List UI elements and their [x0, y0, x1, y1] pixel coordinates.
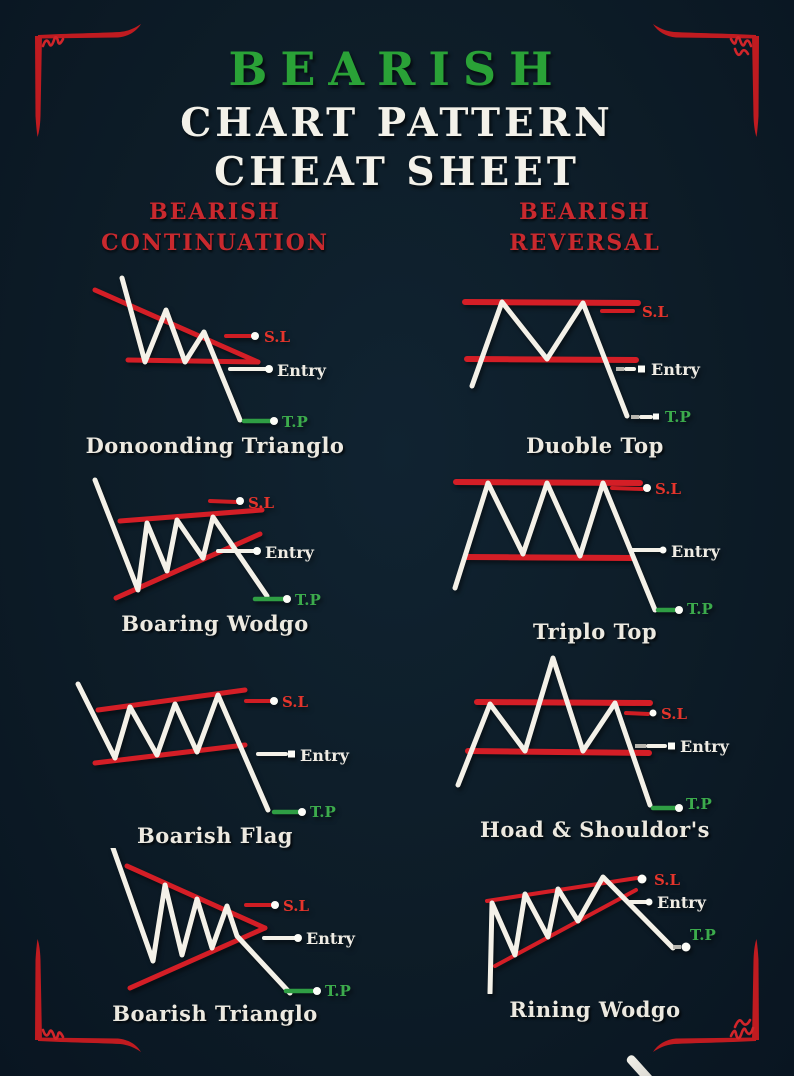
pattern-descending-triangle: [40, 272, 390, 458]
title-bearish: BEARISH: [228, 42, 566, 96]
column-header-line1: BEARISH: [149, 199, 281, 225]
column-header-line2: CONTINUATION: [101, 230, 329, 257]
pattern-triple-top: [420, 466, 770, 644]
pattern-rising-wedge: [420, 850, 770, 1022]
take-profit-marker: [244, 413, 308, 430]
stop-loss-label: S.L: [655, 480, 682, 498]
pattern-bearish-triangle: [40, 848, 390, 1026]
stop-loss-marker: [638, 871, 681, 889]
entry-label: Entry: [680, 737, 729, 756]
stop-loss-label: S.L: [248, 494, 275, 512]
price-line: [458, 658, 650, 805]
take-profit-label: T.P: [687, 600, 713, 616]
pattern-name: Triplo Top: [532, 619, 658, 644]
pattern-name: Boaring Wodgo: [121, 611, 309, 636]
pattern-head-and-shoulders: [420, 648, 770, 842]
entry-marker: [258, 746, 350, 765]
stop-loss-label: S.L: [283, 897, 310, 915]
pattern-bearing-wedge: [40, 468, 390, 636]
entry-label: Entry: [277, 361, 326, 380]
take-profit-marker: [631, 408, 691, 426]
column-header-line2: REVERSAL: [509, 230, 661, 257]
take-profit-label: T.P: [686, 795, 712, 813]
pattern-name: Duoble Top: [526, 433, 664, 458]
column-header-bearish-continuation: [40, 197, 390, 259]
stop-loss-label: S.L: [654, 871, 681, 889]
take-profit-marker: [658, 600, 713, 616]
resistance-line: [465, 302, 638, 303]
take-profit-label: T.P: [665, 408, 691, 426]
rising-wedge-diagram: [420, 850, 770, 994]
entry-marker: [264, 929, 356, 948]
column-header-line1: BEARISH: [519, 199, 651, 225]
title-block: [0, 42, 794, 194]
take-profit-label: T.P: [282, 413, 308, 430]
neckline: [467, 359, 636, 360]
entry-label: Entry: [306, 929, 355, 948]
pattern-name: Hoad & Shouldor's: [480, 817, 710, 842]
head-and-shoulders-diagram: [420, 648, 770, 814]
take-profit-marker: [673, 926, 716, 952]
entry-marker: [630, 893, 707, 912]
stop-loss-label: S.L: [642, 303, 669, 321]
entry-label: Entry: [651, 360, 700, 379]
pattern-double-top: [420, 278, 770, 458]
stop-loss-marker: [246, 693, 309, 711]
entry-marker: [630, 542, 721, 561]
take-profit-marker: [653, 795, 712, 813]
triple-top-diagram: [420, 466, 770, 616]
descending-trendline: [95, 290, 258, 362]
take-profit-label: T.P: [295, 591, 321, 608]
upper-trendline: [120, 510, 262, 521]
price-line: [78, 684, 268, 810]
pattern-name: Rining Wodgo: [509, 997, 681, 1022]
double-top-diagram: [420, 278, 770, 430]
bearish-flag-diagram: [40, 658, 390, 820]
take-profit-label: T.P: [310, 803, 336, 820]
price-line: [122, 278, 240, 420]
white-blade-stub: [625, 1054, 656, 1076]
entry-label: Entry: [300, 746, 349, 765]
descending-triangle-diagram: [40, 272, 390, 430]
take-profit-label: T.P: [690, 926, 716, 944]
take-profit-label: T.P: [325, 982, 351, 998]
take-profit-marker: [274, 803, 336, 820]
entry-label: Entry: [657, 893, 706, 912]
entry-label: Entry: [265, 543, 314, 562]
stop-loss-label: S.L: [661, 705, 688, 723]
bearish-triangle-diagram: [40, 848, 390, 998]
title-chart-pattern: CHART PATTERN: [180, 100, 614, 146]
pattern-name: Boarish Trianglo: [112, 1001, 318, 1026]
pattern-bearish-flag: [40, 658, 390, 848]
pattern-name: Donoonding Trianglo: [85, 433, 345, 458]
neckline: [468, 751, 649, 753]
support-line: [466, 557, 632, 558]
stop-loss-marker: [626, 705, 688, 723]
price-line: [455, 483, 655, 610]
title-cheat-sheet: CHEAT SHEET: [214, 148, 580, 195]
stop-loss-label: S.L: [264, 328, 291, 346]
bearing-wedge-diagram: [40, 468, 390, 608]
stop-loss-marker: [246, 897, 310, 915]
pattern-name: Boarish Flag: [137, 823, 293, 848]
take-profit-marker: [286, 982, 351, 998]
shoulder-line: [477, 702, 650, 703]
stop-loss-marker: [226, 328, 291, 346]
stop-loss-label: S.L: [282, 693, 309, 711]
column-header-bearish-reversal: [410, 197, 760, 259]
entry-label: Entry: [671, 542, 720, 561]
